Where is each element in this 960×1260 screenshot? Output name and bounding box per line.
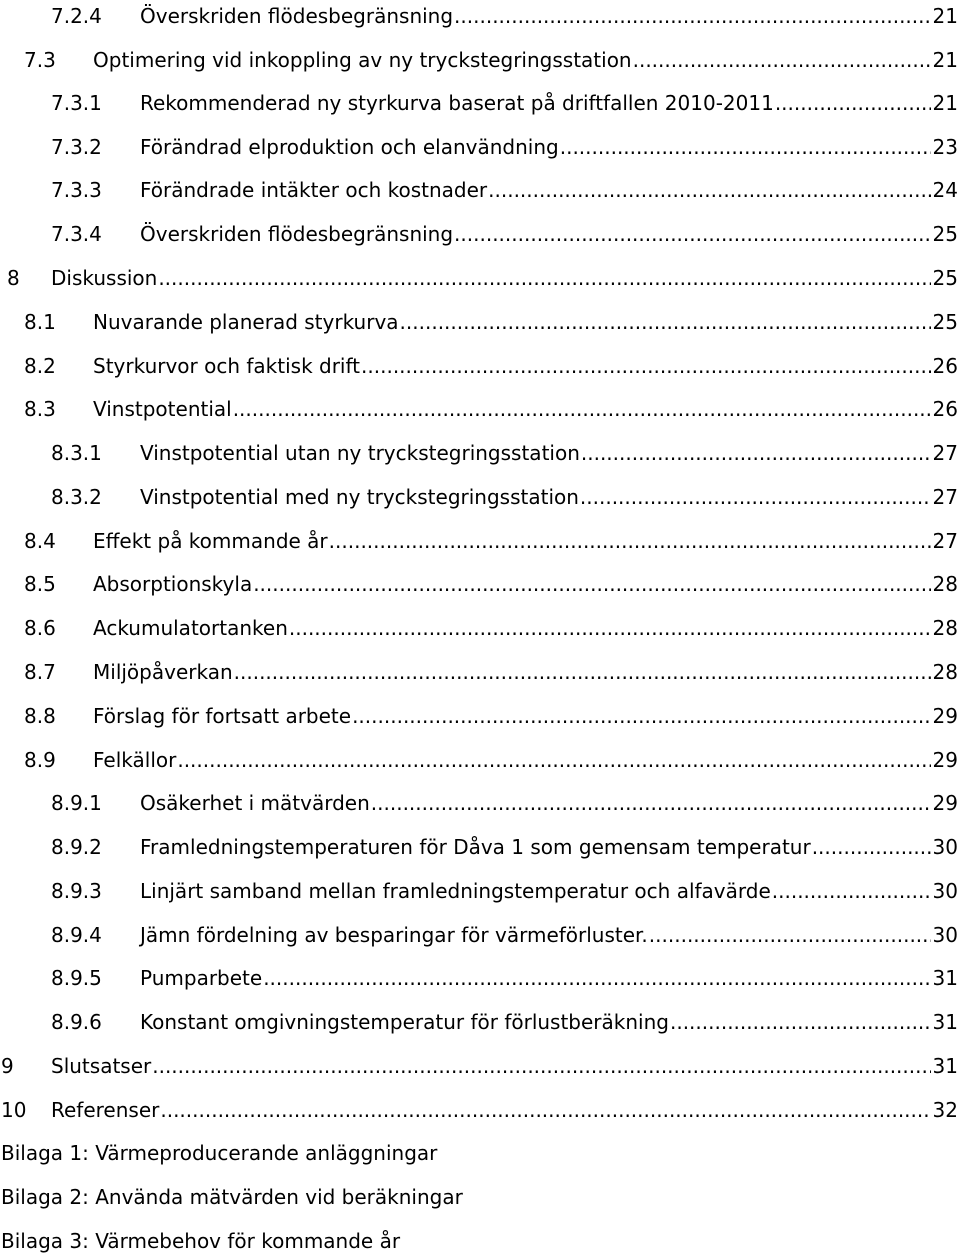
toc-entry-7-3-1[interactable] — [0, 84, 958, 122]
toc-title: Linjärt samband mellan framledningstemperatur och alfavärde — [140, 879, 771, 903]
toc-title: Konstant omgivningstemperatur för förlustberäkning — [140, 1010, 669, 1034]
toc-dot-leader — [772, 872, 931, 910]
toc-dot-leader — [253, 565, 930, 603]
toc-number: 8.9.3 — [51, 879, 102, 903]
toc-dot-leader — [454, 0, 931, 35]
toc-page-number: 25 — [932, 266, 958, 290]
toc-title: Optimering vid inkoppling av ny tryckstegringsstation — [93, 48, 632, 72]
toc-title: Överskriden flödesbegränsning — [140, 222, 454, 246]
toc-dot-leader — [775, 84, 931, 122]
toc-number: 8.3 — [24, 397, 56, 421]
toc-number: 8.8 — [24, 704, 56, 728]
toc-page-number: 24 — [932, 178, 958, 202]
toc-dot-leader — [670, 1003, 931, 1041]
toc-entry-8-9-4[interactable] — [0, 916, 958, 954]
toc-entry-8-9-2[interactable] — [0, 828, 958, 866]
toc-entry-10[interactable] — [0, 1091, 958, 1129]
toc-title: Pumparbete — [140, 966, 263, 990]
toc-number: 8.4 — [24, 529, 56, 553]
toc-dot-leader — [329, 522, 931, 560]
toc-page-number: 31 — [932, 1010, 958, 1034]
toc-entry-8-3[interactable] — [0, 390, 958, 428]
toc-number: 8.7 — [24, 660, 56, 684]
toc-page-number: 28 — [932, 572, 958, 596]
toc-title: Referenser — [51, 1098, 160, 1122]
toc-entry-8-9-5[interactable] — [0, 959, 958, 997]
toc-page-number: 27 — [932, 529, 958, 553]
toc-title: Slutsatser — [51, 1054, 152, 1078]
toc-dot-leader — [152, 1047, 930, 1085]
toc-number: 7.3.4 — [51, 222, 102, 246]
toc-entry-7-3[interactable] — [0, 41, 958, 79]
appendix-title: Bilaga 2: Använda mätvärden vid beräkningar — [1, 1185, 463, 1209]
toc-title: Förslag för fortsatt arbete — [93, 704, 352, 728]
toc-title: Vinstpotential utan ny tryckstegringsstation — [140, 441, 580, 465]
toc-page-number: 27 — [932, 485, 958, 509]
toc-number: 8.5 — [24, 572, 56, 596]
toc-dot-leader — [371, 784, 931, 822]
toc-number: 9 — [1, 1054, 14, 1078]
toc-entry-8-1[interactable] — [0, 303, 958, 341]
toc-title: Framledningstemperaturen för Dåva 1 som gemensam temperatur — [140, 835, 811, 859]
toc-number: 8.9.1 — [51, 791, 102, 815]
toc-page-number: 26 — [932, 354, 958, 378]
appendix-2 — [0, 1178, 958, 1216]
appendix-title: Bilaga 1: Värmeproducerande anläggningar — [1, 1141, 438, 1165]
toc-entry-8[interactable] — [0, 259, 958, 297]
toc-page-number: 28 — [932, 660, 958, 684]
toc-dot-leader — [361, 347, 931, 385]
toc-entry-8-3-1[interactable] — [0, 434, 958, 472]
toc-page-number: 23 — [932, 135, 958, 159]
toc-entry-8-6[interactable] — [0, 609, 958, 647]
toc-page-number: 29 — [932, 704, 958, 728]
toc-title: Ackumulatortanken — [93, 616, 288, 640]
toc-page-number: 25 — [932, 310, 958, 334]
toc-title: Effekt på kommande år — [93, 529, 328, 553]
toc-number: 8.3.1 — [51, 441, 102, 465]
toc-number: 7.3 — [24, 48, 56, 72]
toc-title: Vinstpotential med ny tryckstegringsstation — [140, 485, 579, 509]
toc-page-number: 31 — [932, 1054, 958, 1078]
toc-page-number: 25 — [932, 222, 958, 246]
toc-dot-leader — [158, 259, 930, 297]
toc-entry-8-5[interactable] — [0, 565, 958, 603]
toc-page-number: 21 — [932, 91, 958, 115]
toc-number: 8.9 — [24, 748, 56, 772]
toc-dot-leader — [488, 171, 930, 209]
toc-number: 8.6 — [24, 616, 56, 640]
toc-dot-leader — [633, 41, 931, 79]
toc-number: 8.9.6 — [51, 1010, 102, 1034]
toc-title: Miljöpåverkan — [93, 660, 233, 684]
toc-number: 8.1 — [24, 310, 56, 334]
toc-title: Felkällor — [93, 748, 177, 772]
toc-entry-8-7[interactable] — [0, 653, 958, 691]
toc-page-number: 32 — [932, 1098, 958, 1122]
toc-title: Absorptionskyla — [93, 572, 253, 596]
toc-number: 8.3.2 — [51, 485, 102, 509]
toc-number: 10 — [1, 1098, 27, 1122]
toc-dot-leader — [560, 128, 931, 166]
toc-page-number: 30 — [932, 835, 958, 859]
toc-number: 7.3.1 — [51, 91, 102, 115]
toc-dot-leader — [812, 828, 931, 866]
toc-title: Rekommenderad ny styrkurva baserat på driftfallen 2010-2011 — [140, 91, 774, 115]
toc-entry-7-3-3[interactable] — [0, 171, 958, 209]
toc-dot-leader — [177, 741, 930, 779]
toc-number: 8 — [7, 266, 20, 290]
toc-dot-leader — [580, 478, 931, 516]
toc-page-number: 21 — [932, 4, 958, 28]
toc-page-number: 31 — [932, 966, 958, 990]
toc-dot-leader — [289, 609, 931, 647]
toc-page-number: 21 — [932, 48, 958, 72]
toc-title: Vinstpotential — [93, 397, 232, 421]
toc-dot-leader — [234, 653, 931, 691]
appendix-3 — [0, 1222, 958, 1260]
toc-entry-8-4[interactable] — [0, 522, 958, 560]
toc-dot-leader — [400, 303, 931, 341]
toc-entry-9[interactable] — [0, 1047, 958, 1085]
toc-number: 7.3.3 — [51, 178, 102, 202]
toc-dot-leader — [352, 697, 930, 735]
toc-number: 7.3.2 — [51, 135, 102, 159]
toc-title: Styrkurvor och faktisk drift — [93, 354, 361, 378]
toc-entry-7-2-4[interactable] — [0, 0, 958, 35]
toc-entry-8-9-1[interactable] — [0, 784, 958, 822]
toc-number: 7.2.4 — [51, 4, 102, 28]
toc-entry-7-3-2[interactable] — [0, 128, 958, 166]
toc-page-number: 29 — [932, 791, 958, 815]
toc-title: Osäkerhet i mätvärden — [140, 791, 370, 815]
toc-entry-8-3-2[interactable] — [0, 478, 958, 516]
toc-entry-8-9[interactable] — [0, 741, 958, 779]
toc-page-number: 28 — [932, 616, 958, 640]
toc-title: Förändrad elproduktion och elanvändning — [140, 135, 559, 159]
toc-number: 8.9.5 — [51, 966, 102, 990]
toc-page-number: 30 — [932, 923, 958, 947]
toc-page-number: 29 — [932, 748, 958, 772]
toc-title: Förändrade intäkter och kostnader — [140, 178, 488, 202]
toc-dot-leader — [581, 434, 931, 472]
appendix-1 — [0, 1134, 958, 1172]
toc-page-number: 27 — [932, 441, 958, 465]
toc-page-number: 30 — [932, 879, 958, 903]
toc-title: Jämn fördelning av besparingar för värmeförluster. — [140, 923, 648, 947]
appendix-title: Bilaga 3: Värmebehov för kommande år — [1, 1229, 401, 1253]
toc-number: 8.2 — [24, 354, 56, 378]
toc-title: Nuvarande planerad styrkurva — [93, 310, 399, 334]
toc-title: Överskriden flödesbegränsning — [140, 4, 454, 28]
toc-title: Diskussion — [51, 266, 158, 290]
toc-entry-7-3-4[interactable] — [0, 215, 958, 253]
toc-page-number: 26 — [932, 397, 958, 421]
toc-dot-leader — [263, 959, 930, 997]
toc-entry-8-2[interactable] — [0, 347, 958, 385]
toc-dot-leader — [649, 916, 931, 954]
toc-number: 8.9.4 — [51, 923, 102, 947]
toc-dot-leader — [233, 390, 931, 428]
toc-dot-leader — [160, 1091, 930, 1129]
toc-entry-8-8[interactable] — [0, 697, 958, 735]
toc-entry-8-9-3[interactable] — [0, 872, 958, 910]
toc-dot-leader — [454, 215, 931, 253]
toc-entry-8-9-6[interactable] — [0, 1003, 958, 1041]
toc-number: 8.9.2 — [51, 835, 102, 859]
